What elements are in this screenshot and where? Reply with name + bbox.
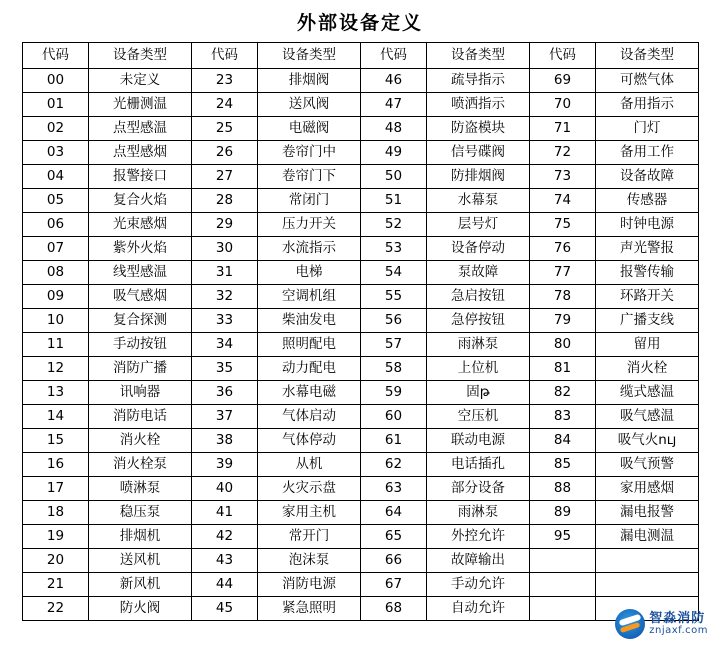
column-header-type-2: 设备类型	[258, 43, 361, 69]
cell-code: 88	[530, 477, 596, 501]
cell-device-type: 设备停动	[427, 237, 530, 261]
cell-device-type: 缆式感温	[596, 381, 699, 405]
cell-code: 25	[192, 117, 258, 141]
cell-device-type: 上位机	[427, 357, 530, 381]
cell-device-type: 报警接口	[89, 165, 192, 189]
cell-device-type: 防排烟阀	[427, 165, 530, 189]
cell-code: 65	[361, 525, 427, 549]
cell-code: 38	[192, 429, 258, 453]
cell-code: 16	[23, 453, 89, 477]
cell-code: 08	[23, 261, 89, 285]
cell-device-type: 声光警报	[596, 237, 699, 261]
cell-device-type: 部分设备	[427, 477, 530, 501]
table-row	[23, 549, 699, 573]
cell-code: 02	[23, 117, 89, 141]
cell-code: 62	[361, 453, 427, 477]
cell-device-type: 门灯	[596, 117, 699, 141]
cell-device-type: 自动允许	[427, 597, 530, 621]
cell-device-type: 报警传输	[596, 261, 699, 285]
table-row	[23, 333, 699, 357]
cell-device-type: 复合探测	[89, 309, 192, 333]
cell-code: 61	[361, 429, 427, 453]
cell-code: 52	[361, 213, 427, 237]
cell-code: 06	[23, 213, 89, 237]
cell-device-type: 讯响器	[89, 381, 192, 405]
column-header-type-4: 设备类型	[596, 43, 699, 69]
cell-device-type: 喷洒指示	[427, 93, 530, 117]
cell-device-type: 泵故障	[427, 261, 530, 285]
table-row	[23, 405, 699, 429]
cell-device-type: 送风机	[89, 549, 192, 573]
cell-device-type: 故障输出	[427, 549, 530, 573]
table-head	[23, 43, 699, 69]
cell-code: 05	[23, 189, 89, 213]
cell-device-type: 广播支线	[596, 309, 699, 333]
cell-code: 80	[530, 333, 596, 357]
cell-device-type: 从机	[258, 453, 361, 477]
cell-device-type: 火灾示盘	[258, 477, 361, 501]
cell-code: 07	[23, 237, 89, 261]
cell-device-type: 线型感温	[89, 261, 192, 285]
table-row	[23, 357, 699, 381]
cell-code: 66	[361, 549, 427, 573]
cell-device-type: 消火栓	[89, 429, 192, 453]
cell-device-type: 吸气感温	[596, 405, 699, 429]
cell-code: 17	[23, 477, 89, 501]
cell-device-type: 光栅测温	[89, 93, 192, 117]
cell-device-type: 消防广播	[89, 357, 192, 381]
cell-code: 42	[192, 525, 258, 549]
cell-device-type: 送风阀	[258, 93, 361, 117]
table-row	[23, 285, 699, 309]
table-row	[23, 573, 699, 597]
cell-code: 89	[530, 501, 596, 525]
cell-device-type: 备用指示	[596, 93, 699, 117]
cell-code: 95	[530, 525, 596, 549]
cell-device-type: 疏导指示	[427, 69, 530, 93]
cell-device-type: 雨淋泵	[427, 333, 530, 357]
table-container	[0, 42, 720, 621]
cell-device-type: 水流指示	[258, 237, 361, 261]
table-row	[23, 501, 699, 525]
cell-code: 84	[530, 429, 596, 453]
cell-device-type: 备用工作	[596, 141, 699, 165]
cell-code: 11	[23, 333, 89, 357]
cell-code: 73	[530, 165, 596, 189]
table-row	[23, 165, 699, 189]
cell-device-type: 空压机	[427, 405, 530, 429]
cell-device-type: 消防电话	[89, 405, 192, 429]
table-row	[23, 213, 699, 237]
cell-device-type: 传感器	[596, 189, 699, 213]
cell-code: 67	[361, 573, 427, 597]
cell-code	[530, 573, 596, 597]
cell-code: 15	[23, 429, 89, 453]
cell-code: 03	[23, 141, 89, 165]
cell-device-type: 光束感烟	[89, 213, 192, 237]
cell-device-type: 联动电源	[427, 429, 530, 453]
cell-device-type: 排烟机	[89, 525, 192, 549]
cell-code: 81	[530, 357, 596, 381]
external-device-definition-table	[22, 42, 699, 621]
column-header-code-1: 代码	[23, 43, 89, 69]
watermark-site: znjaxf.com	[649, 624, 708, 636]
cell-code: 78	[530, 285, 596, 309]
cell-code: 40	[192, 477, 258, 501]
cell-code: 30	[192, 237, 258, 261]
cell-code: 18	[23, 501, 89, 525]
cell-code: 37	[192, 405, 258, 429]
cell-device-type: 漏电报警	[596, 501, 699, 525]
column-header-type-1: 设备类型	[89, 43, 192, 69]
cell-code: 70	[530, 93, 596, 117]
cell-device-type: 新风机	[89, 573, 192, 597]
cell-code: 23	[192, 69, 258, 93]
cell-code: 82	[530, 381, 596, 405]
cell-code: 46	[361, 69, 427, 93]
cell-device-type: 层号灯	[427, 213, 530, 237]
cell-device-type: 防盗模块	[427, 117, 530, 141]
cell-device-type: 紫外火焰	[89, 237, 192, 261]
cell-device-type: 常开门	[258, 525, 361, 549]
cell-code: 71	[530, 117, 596, 141]
cell-device-type	[596, 573, 699, 597]
table-header-row	[23, 43, 699, 69]
cell-code: 74	[530, 189, 596, 213]
cell-code: 32	[192, 285, 258, 309]
watermark-brand: 智淼消防	[649, 610, 706, 626]
column-header-code-2: 代码	[192, 43, 258, 69]
cell-device-type: 水幕泵	[427, 189, 530, 213]
cell-code: 41	[192, 501, 258, 525]
cell-device-type: 压力开关	[258, 213, 361, 237]
cell-device-type: 漏电测温	[596, 525, 699, 549]
cell-code: 31	[192, 261, 258, 285]
column-header-type-3: 设备类型	[427, 43, 530, 69]
cell-device-type	[596, 549, 699, 573]
cell-code: 28	[192, 189, 258, 213]
cell-device-type: 可燃气体	[596, 69, 699, 93]
cell-device-type: 电梯	[258, 261, 361, 285]
cell-device-type: 固թ	[427, 381, 530, 405]
cell-code: 27	[192, 165, 258, 189]
watermark	[615, 607, 708, 641]
cell-code: 68	[361, 597, 427, 621]
cell-code: 33	[192, 309, 258, 333]
cell-device-type: 空调机组	[258, 285, 361, 309]
cell-code: 21	[23, 573, 89, 597]
table-row	[23, 69, 699, 93]
table-row	[23, 261, 699, 285]
cell-device-type: 电磁阀	[258, 117, 361, 141]
cell-code: 13	[23, 381, 89, 405]
cell-device-type: 水幕电磁	[258, 381, 361, 405]
cell-code: 69	[530, 69, 596, 93]
cell-code: 45	[192, 597, 258, 621]
cell-device-type: 未定义	[89, 69, 192, 93]
cell-code: 09	[23, 285, 89, 309]
page-title: 外部设备定义	[296, 12, 423, 34]
cell-code: 72	[530, 141, 596, 165]
cell-code: 01	[23, 93, 89, 117]
cell-device-type: 复合火焰	[89, 189, 192, 213]
cell-device-type: 气体启动	[258, 405, 361, 429]
cell-code: 53	[361, 237, 427, 261]
cell-device-type: 照明配电	[258, 333, 361, 357]
cell-code: 14	[23, 405, 89, 429]
cell-code: 00	[23, 69, 89, 93]
column-header-code-3: 代码	[361, 43, 427, 69]
cell-device-type: 消火栓泵	[89, 453, 192, 477]
cell-code: 49	[361, 141, 427, 165]
table-row	[23, 453, 699, 477]
cell-device-type: 时钟电源	[596, 213, 699, 237]
cell-device-type: 卷帘门中	[258, 141, 361, 165]
cell-code: 35	[192, 357, 258, 381]
table-row	[23, 477, 699, 501]
cell-code: 24	[192, 93, 258, 117]
cell-code: 55	[361, 285, 427, 309]
cell-code: 64	[361, 501, 427, 525]
cell-device-type: 防火阀	[89, 597, 192, 621]
cell-device-type: 喷淋泵	[89, 477, 192, 501]
table-row	[23, 117, 699, 141]
cell-code: 44	[192, 573, 258, 597]
cell-code: 43	[192, 549, 258, 573]
cell-code: 56	[361, 309, 427, 333]
cell-code: 50	[361, 165, 427, 189]
cell-code: 26	[192, 141, 258, 165]
cell-code: 04	[23, 165, 89, 189]
cell-device-type: 消防电源	[258, 573, 361, 597]
cell-device-type: 柴油发电	[258, 309, 361, 333]
cell-device-type: 急停按钮	[427, 309, 530, 333]
cell-device-type: 外控允许	[427, 525, 530, 549]
cell-code: 29	[192, 213, 258, 237]
cell-code: 63	[361, 477, 427, 501]
cell-device-type: 卷帘门下	[258, 165, 361, 189]
table-row	[23, 309, 699, 333]
cell-device-type: 吸气火ույ	[596, 429, 699, 453]
table-row	[23, 237, 699, 261]
cell-device-type: 排烟阀	[258, 69, 361, 93]
cell-device-type: 信号碟阀	[427, 141, 530, 165]
cell-device-type: 家用主机	[258, 501, 361, 525]
cell-device-type: 紧急照明	[258, 597, 361, 621]
watermark-text	[649, 612, 708, 636]
cell-device-type: 点型感烟	[89, 141, 192, 165]
cell-code	[530, 549, 596, 573]
cell-device-type: 家用感烟	[596, 477, 699, 501]
cell-code: 22	[23, 597, 89, 621]
cell-code: 79	[530, 309, 596, 333]
cell-device-type: 留用	[596, 333, 699, 357]
cell-device-type: 点型感温	[89, 117, 192, 141]
table-body	[23, 69, 699, 621]
cell-code: 54	[361, 261, 427, 285]
table-row	[23, 93, 699, 117]
cell-code: 10	[23, 309, 89, 333]
cell-code	[530, 597, 596, 621]
table-row	[23, 189, 699, 213]
cell-device-type: 手动按钮	[89, 333, 192, 357]
table-row	[23, 381, 699, 405]
cell-code: 12	[23, 357, 89, 381]
table-row	[23, 597, 699, 621]
cell-code: 59	[361, 381, 427, 405]
cell-code: 85	[530, 453, 596, 477]
table-row	[23, 141, 699, 165]
column-header-code-4: 代码	[530, 43, 596, 69]
cell-device-type: 电话插孔	[427, 453, 530, 477]
cell-device-type: 吸气感烟	[89, 285, 192, 309]
cell-code: 36	[192, 381, 258, 405]
cell-code: 77	[530, 261, 596, 285]
cell-code: 48	[361, 117, 427, 141]
cell-code: 51	[361, 189, 427, 213]
cell-code: 75	[530, 213, 596, 237]
cell-code: 19	[23, 525, 89, 549]
cell-code: 60	[361, 405, 427, 429]
cell-device-type: 消火栓	[596, 357, 699, 381]
cell-code: 57	[361, 333, 427, 357]
cell-device-type: 雨淋泵	[427, 501, 530, 525]
cell-code: 47	[361, 93, 427, 117]
cell-device-type: 设备故障	[596, 165, 699, 189]
cell-code: 39	[192, 453, 258, 477]
cell-code: 76	[530, 237, 596, 261]
cell-device-type: 急启按钮	[427, 285, 530, 309]
table-row	[23, 429, 699, 453]
cell-code: 34	[192, 333, 258, 357]
cell-device-type: 动力配电	[258, 357, 361, 381]
cell-code: 58	[361, 357, 427, 381]
cell-device-type: 泡沫泵	[258, 549, 361, 573]
cell-device-type: 气体停动	[258, 429, 361, 453]
cell-code: 83	[530, 405, 596, 429]
cell-device-type: 吸气预警	[596, 453, 699, 477]
brand-logo-icon	[615, 609, 645, 639]
cell-device-type: 环路开关	[596, 285, 699, 309]
cell-device-type: 稳压泵	[89, 501, 192, 525]
cell-device-type: 手动允许	[427, 573, 530, 597]
cell-device-type: 常闭门	[258, 189, 361, 213]
table-row	[23, 525, 699, 549]
cell-code: 20	[23, 549, 89, 573]
